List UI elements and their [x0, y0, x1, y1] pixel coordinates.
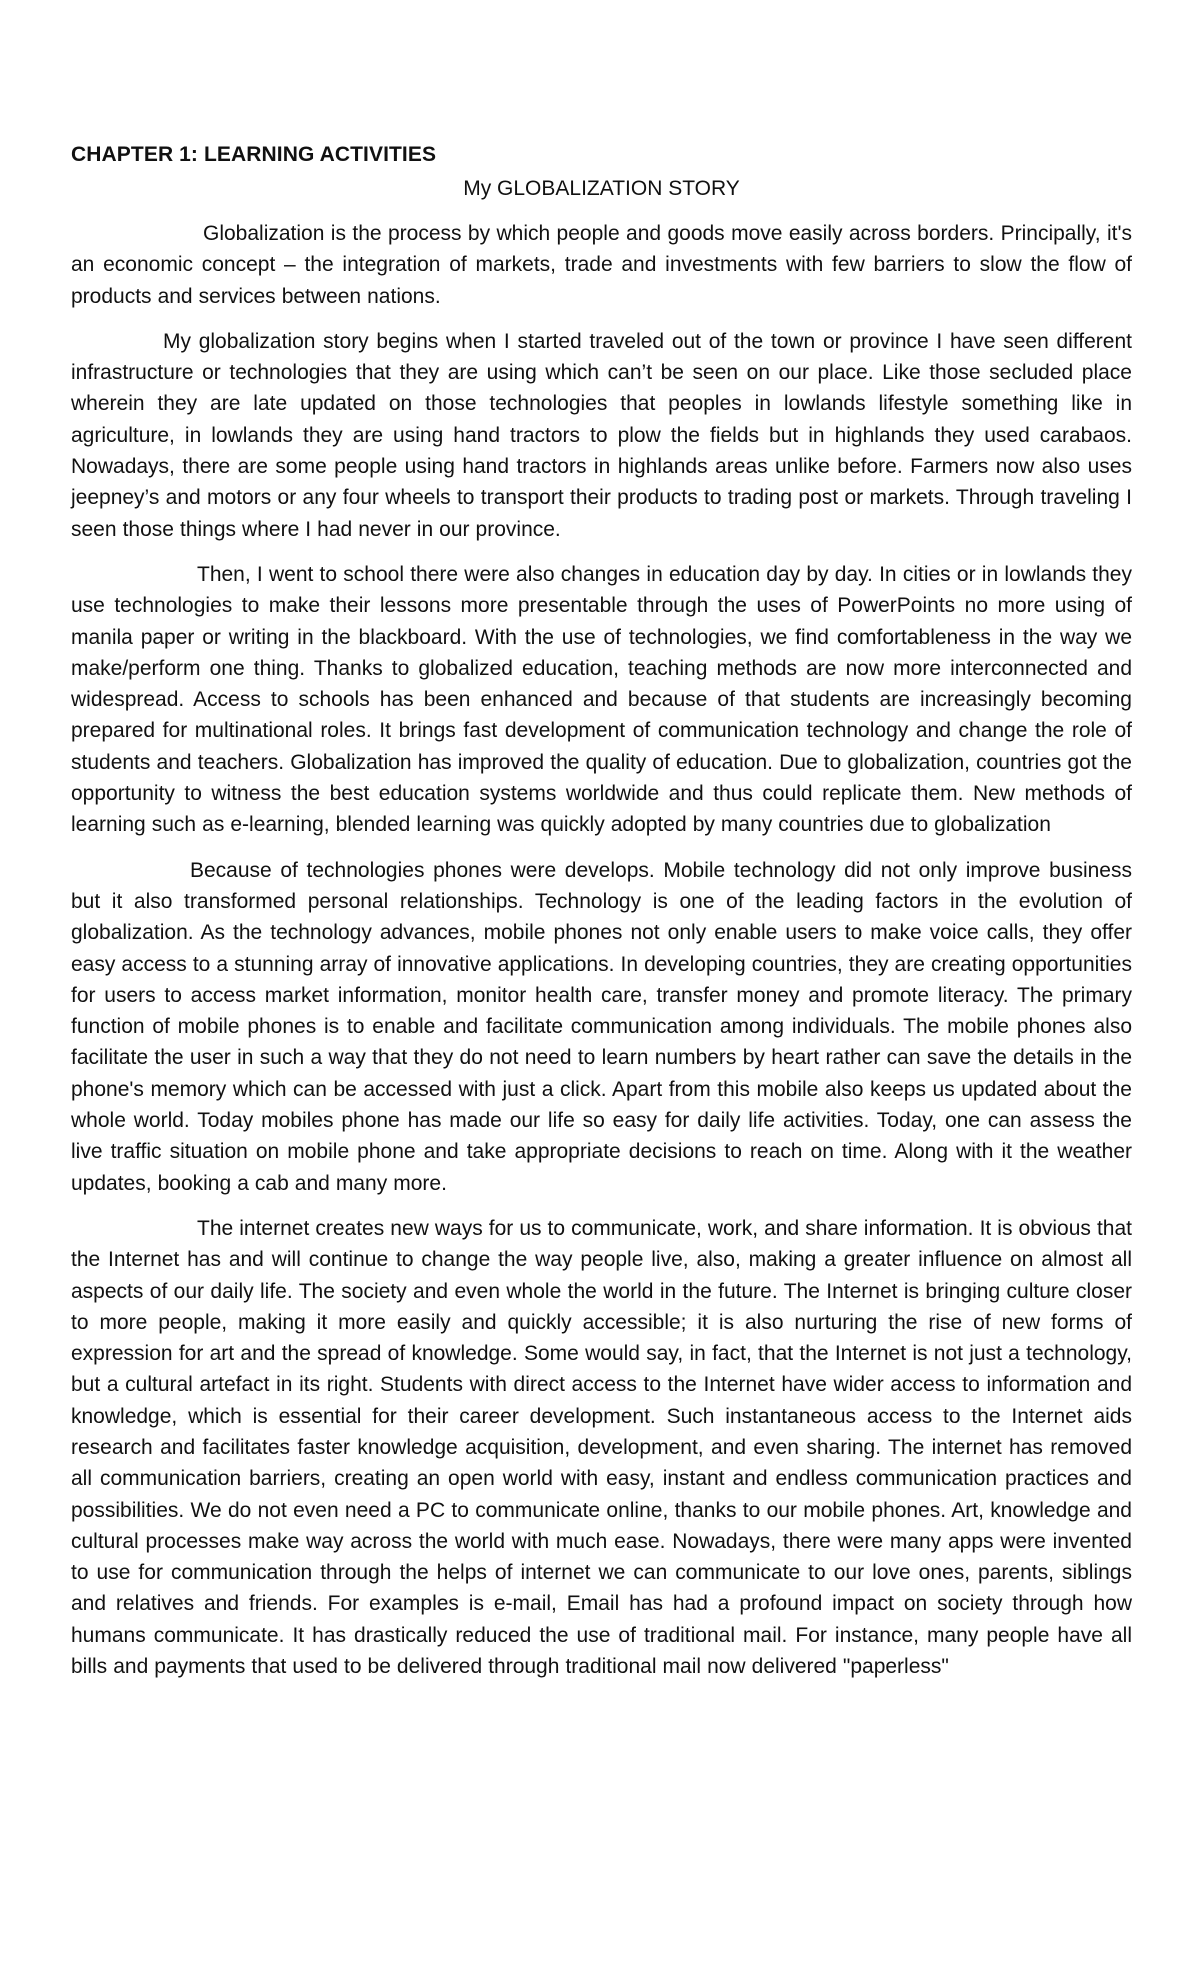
- paragraph-internet: The internet creates new ways for us to communicate, work, and share information. It is obvious that the Internet has and will continue to change the way people live, also, making a greater influence on almost all aspects of our daily life. The society and even whole the world in the future. The Internet is bringing culture closer to more people, making it more easily and quickly accessible; it is also nurturing the rise of new forms of expression for art and the spread of knowledge. Some would say, in fact, that the Internet is not just a technology, but a cultural artefact in its right. Students with direct access to the Internet have wider access to information and knowledge, which is essential for their career development. Such instantaneous access to the Internet aids research and facilitates faster knowledge acquisition, development, and even sharing. The internet has removed all communication barriers, creating an open world with easy, instant and endless communication practices and possibilities. We do not even need a PC to communicate online, thanks to our mobile phones. Art, knowledge and cultural processes make way across the world with much ease. Nowadays, there were many apps were invented to use for communication through the helps of internet we can communicate to our love ones, parents, siblings and relatives and friends. For examples is e-mail, Email has had a profound impact on society through how humans communicate. It has drastically reduced the use of traditional mail. For instance, many people have all bills and payments that used to be delivered through traditional mail now delivered "paperless": [71, 1216, 1132, 1679]
- paragraph-mobile-technology: Because of technologies phones were develops. Mobile technology did not only improve business but it also transformed personal relationships. Technology is one of the leading factors in the evolution of globalization. As the technology advances, mobile phones not only enable users to make voice calls, they offer easy access to a stunning array of innovative applications. In developing countries, they are creating opportunities for users to access market information, monitor health care, transfer money and promote literacy. The primary function of mobile phones is to enable and facilitate communication among individuals. The mobile phones also facilitate the user in such a way that they do not need to learn numbers by heart rather can save the details in the phone's memory which can be accessed with just a click. Apart from this mobile also keeps us updated about the whole world. Today mobiles phone has made our life so easy for daily life activities. Today, one can assess the live traffic situation on mobile phone and take appropriate decisions to reach on time. Along with it the weather updates, booking a cab and many more.: [71, 858, 1132, 1195]
- paragraph-travel-story: My globalization story begins when I started traveled out of the town or province I have seen different infrastructure or technologies that they are using which can’t be seen on our place. Like those secluded place wherein they are late updated on those technologies that peoples in lowlands lifestyle something like in agriculture, in lowlands they are using hand tractors to plow the fields but in highlands they used carabaos. Nowadays, there are some people using hand tractors in highlands areas unlike before. Farmers now also uses jeepney’s and motors or any four wheels to transport their products to trading post or markets. Through traveling I seen those things where I had never in our province.: [71, 329, 1132, 541]
- document-page: [71, 140, 1132, 1696]
- paragraph-education: Then, I went to school there were also changes in education day by day. In cities or in lowlands they use technologies to make their lessons more presentable through the uses of PowerPoints no more using of manila paper or writing in the blackboard. With the use of technologies, we find comfortableness in the way we make/perform one thing. Thanks to globalized education, teaching methods are now more interconnected and widespread. Access to schools has been enhanced and because of that students are increasingly becoming prepared for multinational roles. It brings fast development of communication technology and change the role of students and teachers. Globalization has improved the quality of education. Due to globalization, countries got the opportunity to witness the best education systems worldwide and thus could replicate them. New methods of learning such as e-learning, blended learning was quickly adopted by many countries due to globalization: [71, 562, 1132, 837]
- paragraph-globalization-definition: Globalization is the process by which people and goods move easily across borders. Principally, it's an economic concept – the integration of markets, trade and investments with few barriers to slow the flow of products and services between nations.: [71, 222, 1132, 308]
- story-title: My GLOBALIZATION STORY: [463, 177, 740, 200]
- chapter-heading: CHAPTER 1: LEARNING ACTIVITIES: [71, 143, 437, 166]
